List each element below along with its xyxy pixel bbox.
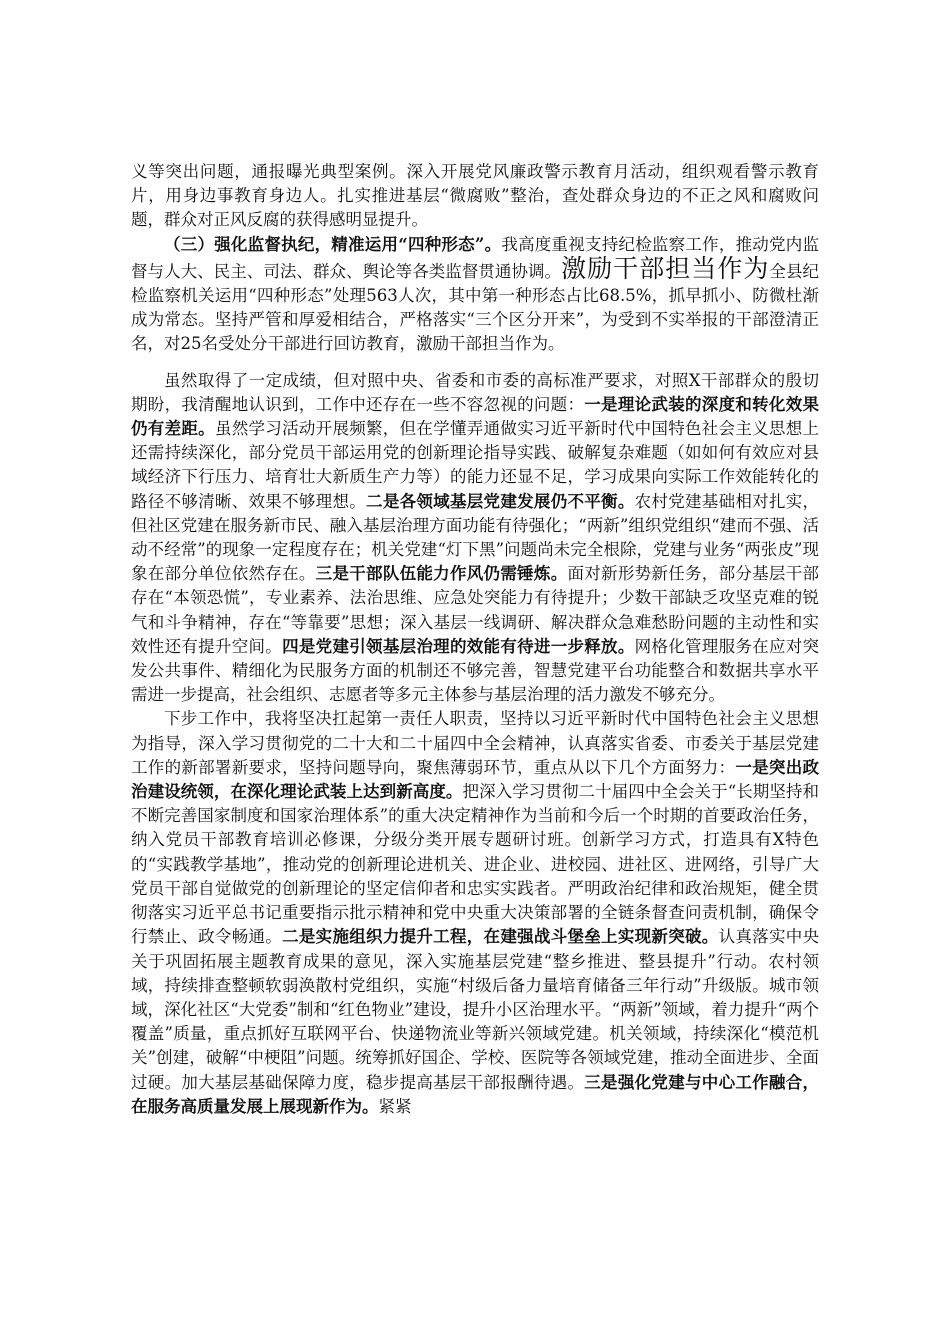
bold-heading-run: （三）强化监督执纪，精准运用“四种形态”。 <box>164 234 502 254</box>
large-inline-text: 激励干部担当作为 <box>561 253 770 283</box>
text-run: 虽然学习活动开展频繁，但在学懂弄通做实习近平新时代中国特色社会主义思想上还需持续深化，部分党员干部运用党的创新理论指导实践、破解复杂难题（如如何有效应对县域经济下行压力、培育壮大新质生产力等）的能力还显不足，学习成果向实际工作效能转化的路径不够清晰、效果不够理想。 <box>131 419 820 511</box>
text-run: 全县纪检监察机关运用“四种形态”处理563人次，其中第一种形态占比68.5%，抓早抓小、防微杜渐成为常态。坚持严管和厚爱相结合，严格落实“三个区分开来”，为受到不实举报的干部澄清正名，对25名受处分干部进行回访教育，激励干部担当作为。 <box>131 261 820 354</box>
text-run: 农村党建基础相对扎实，但社区党建在服务新市民、融入基层治理方面功能有待强化；“两新”组织党组织“建而不强、活动不经常”的现象一定程度存在；机关党建“灯下黑”问题尚未完全根除，党建与业务“两张皮”现象在部分单位依然存在。 <box>131 491 820 584</box>
text-run: 网格化管理服务在应对突发公共事件、精细化为民服务方面的机制还不够完善，智慧党建平台功能整合和数据共享水平需进一步提高，社会组织、志愿者等多元主体参与基层治理的活力激发不够充分。 <box>131 636 820 705</box>
text-run: 虽然取得了一定成绩，但对照中央、省委和市委的高标准严要求，对照X干部群众的殷切期盼，我清醒地认识到，工作中还存在一些不容忽视的问题： <box>131 370 819 414</box>
bold-heading-run: 二是各领域基层党建发展仍不平衡。 <box>366 491 635 511</box>
bold-heading-run: 三是强化党建与中心工作融合，在服务高质量发展上展现新作为。 <box>131 1072 820 1116</box>
bold-heading-run: 一是突出政治建设统领，在深化理论武装上达到新高度。 <box>131 757 820 802</box>
text-run: 把深入学习贯彻二十届四中全会关于“长期坚持和不断完善国家制度和国家治理体系”的重大决定精神作为当前和今后一个时期的首要政治任务，纳入党员干部教育培训必修课，分级分类开展专题研讨班。创新学习方式，打造具有X特色的“实践教学基地”，推动党的创新理论进机关、进企业、进校园、进社区、进网络，引导广大党员干部自觉做党的创新理论的坚定信仰者和忠实实践者。严明政治纪律和政治规矩，健全贯彻落实习近平总书记重要指示批示精神和党中央重大决策部署的全链条督查问责机制，确保令行禁止、政令畅通。 <box>131 782 820 947</box>
bold-heading-run: 四是党建引领基层治理的效能有待进一步释放。 <box>282 636 635 656</box>
paragraph-1 <box>131 233 819 357</box>
text-run: 下步工作中，我将坚决扛起第一责任人职责，坚持以习近平新时代中国特色社会主义思想为指导，深入学习贯彻党的二十大和二十届四中全会精神，认真落实省委、市委关于基层党建工作的新部署新要求，坚持问题导向，聚焦薄弱环节，重点从以下几个方面努力： <box>131 709 819 777</box>
paragraph-3 <box>131 707 819 1118</box>
text-run: 认真落实中央关于巩固拓展主题教育成果的意见，深入实施基层党建“整乡推进、整县提升”行动。农村领域，持续排查整顿软弱涣散村党组织，实施“村级后备力量培育储备三年行动”升级版。城市领域，深化社区“大党委”制和“红色物业”建设，提升小区治理水平。“两新”领域，着力提升“两个覆盖”质量，重点抓好互联网平台、快递物流业等新兴领域党建。机关领域，持续深化“模范机关”创建，破解“中梗阻”问题。统筹抓好国企、学校、医院等各领域党建，推动全面进步、全面过硬。加大基层基础保障力度，稳步提高基层干部报酬待遇。 <box>131 927 820 1092</box>
text-run: 紧紧 <box>378 1096 412 1116</box>
bold-heading-run: 三是干部队伍能力作风仍需锤炼。 <box>315 564 568 584</box>
bold-heading-run: 二是实施组织力提升工程，在建强战斗堡垒上实现新突破。 <box>282 927 719 947</box>
bold-heading-run: 一是理论武装的深度和转化效果仍有差距。 <box>131 394 820 439</box>
text-run: 面对新形势新任务，部分基层干部存在“本领恐慌”，专业素养、法治思维、应急处突能力有待提升；少数干部缺乏攻坚克难的锐气和斗争精神，存在“等靠要”思想；深入基层一线调研、解决群众急难愁盼问题的主动性和实效性还有提升空间。 <box>131 564 820 656</box>
document-page <box>131 160 819 1119</box>
text-run: 义等突出问题，通报曝光典型案例。深入开展党风廉政警示教育月活动，组织观看警示教育片，用身边事教育身边人。扎实推进基层“微腐败”整治，查处群众身边的不正之风和腐败问题，群众对正风反腐的获得感明显提升。 <box>131 162 819 230</box>
text-run: 我高度重视支持纪检监察工作，推动党内监督与人大、民主、司法、群众、舆论等各类监督贯通协调。 <box>131 234 820 281</box>
paragraph-2 <box>131 369 819 708</box>
paragraph-0 <box>131 160 819 233</box>
